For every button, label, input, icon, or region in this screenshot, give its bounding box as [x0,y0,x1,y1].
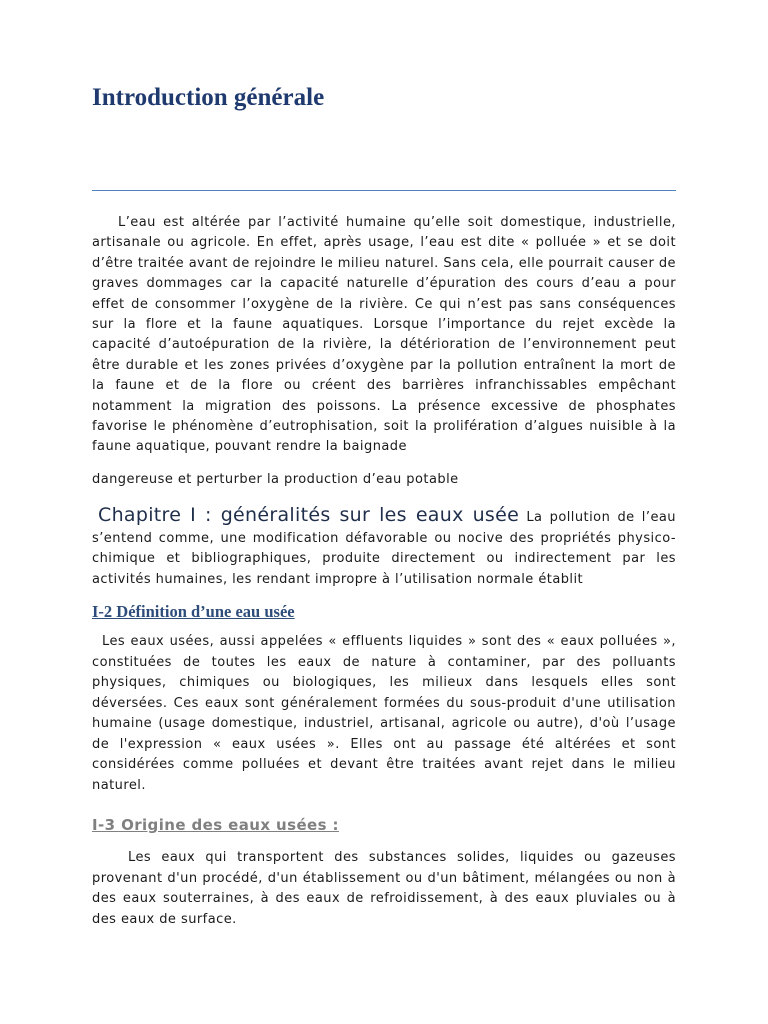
chapter-heading: Chapitre I : généralités sur les eaux usée [98,504,520,526]
section-heading-definition: I-2 Définition d’une eau usée [92,602,295,621]
definition-paragraph [92,632,676,796]
chapter-paragraph [92,505,676,590]
intro-paragraph-end: dangereuse et perturber la production d’eau potable [92,472,459,487]
section-heading-origin: I-3 Origine des eaux usées : [92,816,339,834]
chapter-body: La pollution de l’eau s’entend comme, une modification défavorable ou nocive des propriétés physico-chimique et bibliographiques, produite directement ou indirectement par les activités humaines, les rendant impropre à l’utilisation normale établit [92,510,677,587]
origin-paragraph: Les eaux qui transportent des substances solides, liquides ou gazeuses provenant d'un procédé, d'un établissement ou d'un bâtiment, mélangées ou non à des eaux souterraines, à des eaux de refroidissement, à des eaux pluviales ou à des eaux de surface. [92,850,676,927]
definition-body: Les eaux usées, aussi appelées « effluents liquides » sont des « eaux polluées », constituées de toutes les eaux de nature à contaminer, par des polluants physiques, chimiques ou biologiques, les milieux dans lesquels elles sont déversées. Ces eaux sont généralement formées du sous-produit d'une utilisation humaine (usage domestique, industriel, artisanal, agricole ou autre), d'où l’usage de l'expression « eaux usées ». Elles ont au passage été altérées et sont considérées comme polluées et devant être traitées avant rejet dans le milieu naturel. [92,634,676,793]
title-divider [92,190,676,191]
intro-paragraph: L’eau est altérée par l’activité humaine qu’elle soit domestique, industrielle, artisanale ou agricole. En effet, après usage, l’eau est dite « polluée » et se doit d’être traitée avant de rejoindre le milieu naturel. Sans cela, elle pourrait causer de graves dommages car la capacité naturelle d’épuration des cours d’eau a pour effet de consommer l’oxygène de la rivière. Ce qui n’est pas sans conséquences sur la flore et la faune aquatiques. Lorsque l’importance du rejet excède la capacité d’autoépuration de la rivière, la détérioration de l’environnement peut être durable et les zones privées d’oxygène par la pollution entraînent la mort de la faune et de la flore ou créent des barrières infranchissables empêchant notamment la migration des poissons. La présence excessive de phosphates favorise le phénomène d’eutrophisation, soit la prolifération d’algues nuisible à la faune aquatique, pouvant rendre la baignade [92,215,676,455]
page-title: Introduction générale [92,84,325,111]
